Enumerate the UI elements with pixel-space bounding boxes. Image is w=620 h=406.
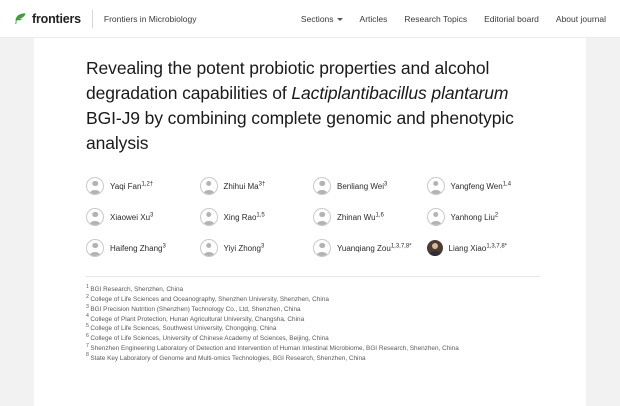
author-name xyxy=(449,244,508,253)
affiliation-marker: 3 xyxy=(86,303,89,310)
author-item[interactable] xyxy=(427,239,541,257)
author-name-text: Yaqi Fan xyxy=(110,181,142,191)
author-name-text: Yiyi Zhong xyxy=(223,243,261,253)
author-item[interactable] xyxy=(86,177,200,195)
affiliation-marker: 4 xyxy=(86,313,89,320)
author-name-text: Yangfeng Wen xyxy=(450,181,503,191)
avatar xyxy=(313,177,331,195)
affiliation-text: College of Plant Protection, Hunan Agricultural University, Changsha, China xyxy=(90,315,305,323)
author-affil-marker: 3 xyxy=(162,243,166,250)
affiliation-marker: 2 xyxy=(86,293,89,300)
avatar xyxy=(200,177,218,195)
author-name xyxy=(110,213,153,222)
title-part-1: Revealing the potent probiotic properties and alcohol degradation capabilities of xyxy=(86,58,490,103)
author-name xyxy=(110,182,153,191)
author-item[interactable] xyxy=(200,208,314,226)
author-item[interactable] xyxy=(313,208,427,226)
affiliation-marker: 8 xyxy=(86,352,89,359)
affiliation-text: State Key Laboratory of Genome and Multi-omics Technologies, BGI Research, Shenzhen, China xyxy=(90,354,366,362)
author-item[interactable] xyxy=(200,239,314,257)
frontiers-leaf-icon xyxy=(14,12,27,25)
author-name-text: Benliang Wei xyxy=(337,181,384,191)
nav-label-sections: Sections xyxy=(300,13,334,24)
affiliation-marker: 6 xyxy=(86,332,89,339)
avatar-photo xyxy=(427,240,443,256)
affiliation-text: College of Life Sciences, Southwest University, Chongqing, China xyxy=(90,325,277,333)
brand-name: frontiers xyxy=(32,11,81,26)
author-name-text: Xing Rao xyxy=(223,212,257,222)
title-species-name: Lactiplantibacillus plantarum xyxy=(291,82,509,103)
nav-item-articles[interactable]: Articles xyxy=(359,13,388,24)
nav-item-research-topics[interactable]: Research Topics xyxy=(404,13,468,24)
author-item[interactable] xyxy=(427,177,541,195)
brand-logo[interactable] xyxy=(14,12,81,26)
author-name-text: Xiaowei Xu xyxy=(110,212,151,222)
avatar xyxy=(86,239,104,257)
author-name xyxy=(224,182,266,191)
affiliation-text: BGI Precision Nutrition (Shenzhen) Technology Co., Ltd, Shenzhen, China xyxy=(90,305,301,313)
author-name xyxy=(451,182,512,191)
author-list xyxy=(86,177,540,257)
author-name-text: Liang Xiao xyxy=(448,243,487,253)
nav-item-sections[interactable] xyxy=(301,14,343,24)
affiliation-marker: 7 xyxy=(86,342,89,349)
author-affil-marker: 1,4 xyxy=(502,181,512,188)
avatar xyxy=(427,208,445,226)
author-affil-marker: 3† xyxy=(258,181,266,188)
avatar xyxy=(86,208,104,226)
avatar xyxy=(200,239,218,257)
affiliation-item xyxy=(86,295,540,305)
chevron-down-icon xyxy=(337,18,343,21)
author-name xyxy=(224,213,265,222)
author-affil-marker: 3 xyxy=(384,181,388,188)
author-name xyxy=(337,182,387,191)
author-name xyxy=(110,244,166,253)
author-affil-marker: 2 xyxy=(494,212,499,219)
article-title xyxy=(86,56,540,155)
author-name-text: Zhinan Wu xyxy=(337,212,376,222)
author-affil-marker: 1,3,7,8* xyxy=(486,243,507,250)
author-affil-marker: 1,5 xyxy=(256,212,265,219)
author-affil-marker: 1,3,7,8* xyxy=(390,243,412,250)
author-affil-marker: 3 xyxy=(150,212,154,219)
article-card xyxy=(34,38,586,406)
avatar xyxy=(313,208,331,226)
affiliation-text: Shenzhen Engineering Laboratory of Detection and Intervention of Human Intestinal Microbiome, BGI Research, Shenzhen, China xyxy=(90,344,459,352)
author-name xyxy=(337,213,384,222)
header-divider xyxy=(92,10,93,28)
author-name-text: Yuanqiang Zou xyxy=(337,243,391,253)
affiliation-list xyxy=(86,276,540,363)
author-item[interactable] xyxy=(313,177,427,195)
avatar xyxy=(427,177,445,195)
author-affil-marker: 1,2† xyxy=(141,181,154,188)
author-item[interactable] xyxy=(427,208,541,226)
affiliation-item xyxy=(86,344,540,354)
author-name xyxy=(224,244,265,253)
affiliation-marker: 1 xyxy=(86,284,89,291)
author-item[interactable] xyxy=(200,177,314,195)
affiliation-text: College of Life Sciences, University of Chinese Academy of Sciences, Beijing, China xyxy=(90,335,329,343)
author-name xyxy=(451,213,499,222)
affiliation-item xyxy=(86,354,540,364)
author-affil-marker: 3 xyxy=(261,243,265,250)
main-nav xyxy=(301,14,606,24)
affiliation-text: BGI Research, Shenzhen, China xyxy=(90,286,184,294)
avatar xyxy=(200,208,218,226)
affiliation-marker: 5 xyxy=(86,323,89,330)
affiliation-item xyxy=(86,315,540,325)
affiliation-item xyxy=(86,305,540,315)
author-item[interactable] xyxy=(86,239,200,257)
author-name-text: Haifeng Zhang xyxy=(110,243,163,253)
author-name xyxy=(337,244,412,253)
author-item[interactable] xyxy=(313,239,427,257)
affiliation-item xyxy=(86,324,540,334)
author-item[interactable] xyxy=(86,208,200,226)
affiliation-text: College of Life Sciences and Oceanography, Shenzhen University, Shenzhen, China xyxy=(90,296,329,304)
avatar xyxy=(86,177,104,195)
affiliation-item xyxy=(86,334,540,344)
author-name-text: Yanhong Liu xyxy=(450,212,495,222)
nav-item-about-journal[interactable]: About journal xyxy=(555,13,606,24)
avatar xyxy=(313,239,331,257)
title-part-2: BGI-J9 by combining complete genomic and phenotypic analysis xyxy=(86,107,514,153)
site-header xyxy=(0,0,620,38)
nav-item-editorial-board[interactable]: Editorial board xyxy=(484,13,539,24)
author-name-text: Zhihui Ma xyxy=(223,181,259,191)
affiliation-item xyxy=(86,285,540,295)
author-affil-marker: 1,6 xyxy=(375,212,384,219)
journal-title[interactable]: Frontiers in Microbiology xyxy=(103,13,197,24)
